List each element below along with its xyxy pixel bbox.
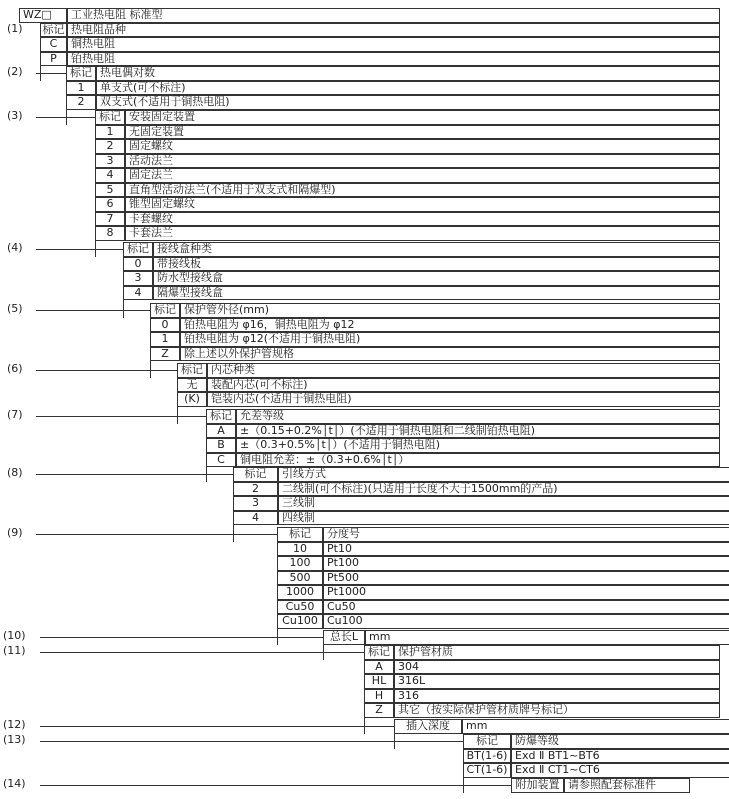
option-code: CT(1-6) [463, 763, 511, 778]
option-description: ±（0.15+0.2%│t│）(不适用于铜热电阻和二线制铂热电阻) [236, 424, 720, 439]
section-label: 标记 [177, 363, 207, 378]
leader-line [40, 652, 364, 653]
bracket-line [364, 718, 365, 734]
section-label: 标记 [277, 527, 323, 542]
option-code: A [206, 424, 236, 439]
option-description: 双支式(不适用于铜热电阻) [96, 95, 720, 110]
section-number: (2) [7, 65, 23, 78]
section-label: 标记 [40, 23, 67, 38]
section-heading: 允差等级 [236, 409, 720, 424]
section-heading: 保护管材质 [394, 645, 720, 660]
option-code: 6 [95, 197, 125, 212]
section-number: (13) [3, 733, 26, 746]
section-label: 标记 [463, 734, 511, 749]
bracket-line [233, 525, 234, 542]
option-description: 直角型活动法兰(不适用于双支式和隔爆型) [125, 183, 720, 198]
section-heading: 请参照配套标准件 [564, 778, 690, 793]
option-description: Pt500 [323, 571, 729, 586]
section-number: (1) [7, 21, 23, 35]
bracket-line [150, 361, 151, 378]
option-code: 4 [233, 511, 278, 526]
option-description: 装配内芯(可不标注) [207, 378, 720, 393]
option-code: (K) [177, 392, 207, 407]
option-code: 3 [95, 154, 125, 169]
option-description: Cu50 [323, 600, 729, 615]
option-code: HL [364, 674, 394, 689]
option-code: 100 [277, 556, 323, 571]
model-title: 工业热电阻 标准型 [67, 8, 720, 23]
option-description: 固定法兰 [125, 168, 720, 183]
option-description: 三线制 [278, 496, 729, 511]
option-description: Pt10 [323, 542, 729, 557]
option-code: 无 [177, 378, 207, 393]
option-description: 铂热电阻 [67, 52, 720, 67]
option-code: 500 [277, 571, 323, 586]
bracket-line [66, 110, 67, 125]
option-description: 活动法兰 [125, 154, 720, 169]
option-code: 3 [123, 271, 153, 286]
section-label: 标记 [233, 467, 278, 482]
bracket-line [277, 629, 278, 645]
option-code: P [40, 52, 67, 67]
section-heading: 引线方式 [278, 467, 729, 482]
section-label: 总长L [323, 630, 365, 645]
option-description: 铜热电阻 [67, 37, 720, 52]
section-heading: 安装固定装置 [125, 110, 720, 125]
leader-line [36, 416, 206, 417]
bracket-line [323, 645, 324, 660]
option-description: 卡套螺纹 [125, 212, 720, 227]
option-description: 316L [394, 674, 720, 689]
option-code: 10 [277, 542, 323, 557]
option-code: 4 [123, 286, 153, 301]
bracket-line [123, 300, 124, 318]
section-number: (7) [7, 408, 23, 421]
leader-line [40, 726, 394, 727]
section-heading: 热电阻品种 [67, 23, 720, 38]
option-description: 其它（按实际保护管材质牌号标记） [394, 703, 720, 718]
option-description: 铂热电阻为 φ16，铜热电阻为 φ12 [180, 318, 720, 333]
bracket-line [463, 778, 464, 793]
section-heading: mm [462, 719, 729, 734]
option-description: Exd Ⅱ BT1~BT6 [511, 749, 729, 764]
option-code: 5 [95, 183, 125, 198]
section-label: 附加装置 [511, 778, 564, 793]
option-code: A [364, 660, 394, 675]
bracket-line [95, 241, 96, 257]
option-code: 1 [95, 125, 125, 140]
option-code: Cu50 [277, 600, 323, 615]
option-description: 铠装内芯(不适用于铜热电阻) [207, 392, 720, 407]
option-code: BT(1-6) [463, 749, 511, 764]
section-heading: mm [365, 630, 729, 645]
option-code: H [364, 689, 394, 704]
option-description: 四线制 [278, 511, 729, 526]
section-number: (11) [3, 644, 26, 657]
option-description: 带接线板 [153, 257, 720, 272]
option-description: 卡套法兰 [125, 226, 720, 241]
option-code: 0 [150, 318, 180, 333]
option-description: 锥型固定螺纹 [125, 197, 720, 212]
option-description: 铜电阻允差：±（0.3+0.6%│t│） [236, 453, 720, 468]
option-code: 4 [95, 168, 125, 183]
option-description: ±（0.3+0.5%│t│）(不适用于铜热电阻) [236, 438, 720, 453]
option-description: 单支式(可不标注) [96, 81, 720, 96]
section-heading: 内芯种类 [207, 363, 720, 378]
option-code: C [206, 453, 236, 468]
section-number: (8) [7, 466, 23, 479]
option-description: 二线制(可不标注)(只适用于长度不大于1500mm的产品) [278, 482, 729, 497]
option-description: 防水型接线盒 [153, 271, 720, 286]
leader-line [40, 637, 323, 638]
option-code: Z [364, 703, 394, 718]
option-code: 1000 [277, 585, 323, 600]
section-heading: 接线盒种类 [153, 242, 720, 257]
option-code: 2 [66, 95, 96, 110]
leader-line [36, 310, 150, 311]
option-code: 8 [95, 226, 125, 241]
option-description: 隔爆型接线盒 [153, 286, 720, 301]
section-label: 插入深度 [394, 719, 462, 734]
section-number: (12) [3, 718, 26, 731]
option-description: 除上述以外保护管规格 [180, 347, 720, 362]
section-label: 标记 [66, 66, 96, 81]
section-label: 标记 [206, 409, 236, 424]
section-number: (14) [3, 777, 26, 790]
option-code: Cu100 [277, 614, 323, 629]
section-number: (10) [3, 629, 26, 642]
section-heading: 分度号 [323, 527, 729, 542]
option-description: 无固定装置 [125, 125, 720, 140]
option-code: 3 [233, 496, 278, 511]
section-number: (4) [7, 241, 23, 254]
option-description: 铂热电阻为 φ12(不适用于铜热电阻) [180, 332, 720, 347]
leader-line [40, 785, 511, 786]
option-code: Z [150, 347, 180, 362]
option-code: C [40, 37, 67, 52]
leader-line [36, 249, 123, 250]
leader-line [36, 474, 233, 475]
section-label: 标记 [364, 645, 394, 660]
option-description: 316 [394, 689, 720, 704]
option-code: 2 [233, 482, 278, 497]
leader-line [36, 370, 177, 371]
section-label: 标记 [95, 110, 125, 125]
option-description: Pt1000 [323, 585, 729, 600]
leader-line [36, 534, 277, 535]
option-code: B [206, 438, 236, 453]
section-heading: 保护管外径(mm) [180, 303, 720, 318]
bracket-line [40, 66, 41, 81]
option-code: 2 [95, 139, 125, 154]
option-description: 固定螺纹 [125, 139, 720, 154]
option-code: 0 [123, 257, 153, 272]
option-code: 1 [150, 332, 180, 347]
model-code: WZ□ [19, 8, 67, 23]
section-label: 标记 [123, 242, 153, 257]
section-number: (3) [7, 109, 23, 122]
leader-line [40, 741, 463, 742]
option-description: Cu100 [323, 614, 729, 629]
section-label: 标记 [150, 303, 180, 318]
option-description: 304 [394, 660, 720, 675]
option-code: 7 [95, 212, 125, 227]
option-description: Pt100 [323, 556, 729, 571]
bracket-line [177, 407, 178, 424]
section-number: (5) [7, 302, 23, 315]
option-code: 1 [66, 81, 96, 96]
bracket-line [206, 467, 207, 482]
bracket-line [394, 734, 395, 749]
section-number: (6) [7, 362, 23, 375]
option-description: Exd Ⅱ CT1~CT6 [511, 763, 729, 778]
section-heading: 防爆等级 [511, 734, 729, 749]
section-heading: 热电偶对数 [96, 66, 720, 81]
section-number: (9) [7, 526, 23, 539]
